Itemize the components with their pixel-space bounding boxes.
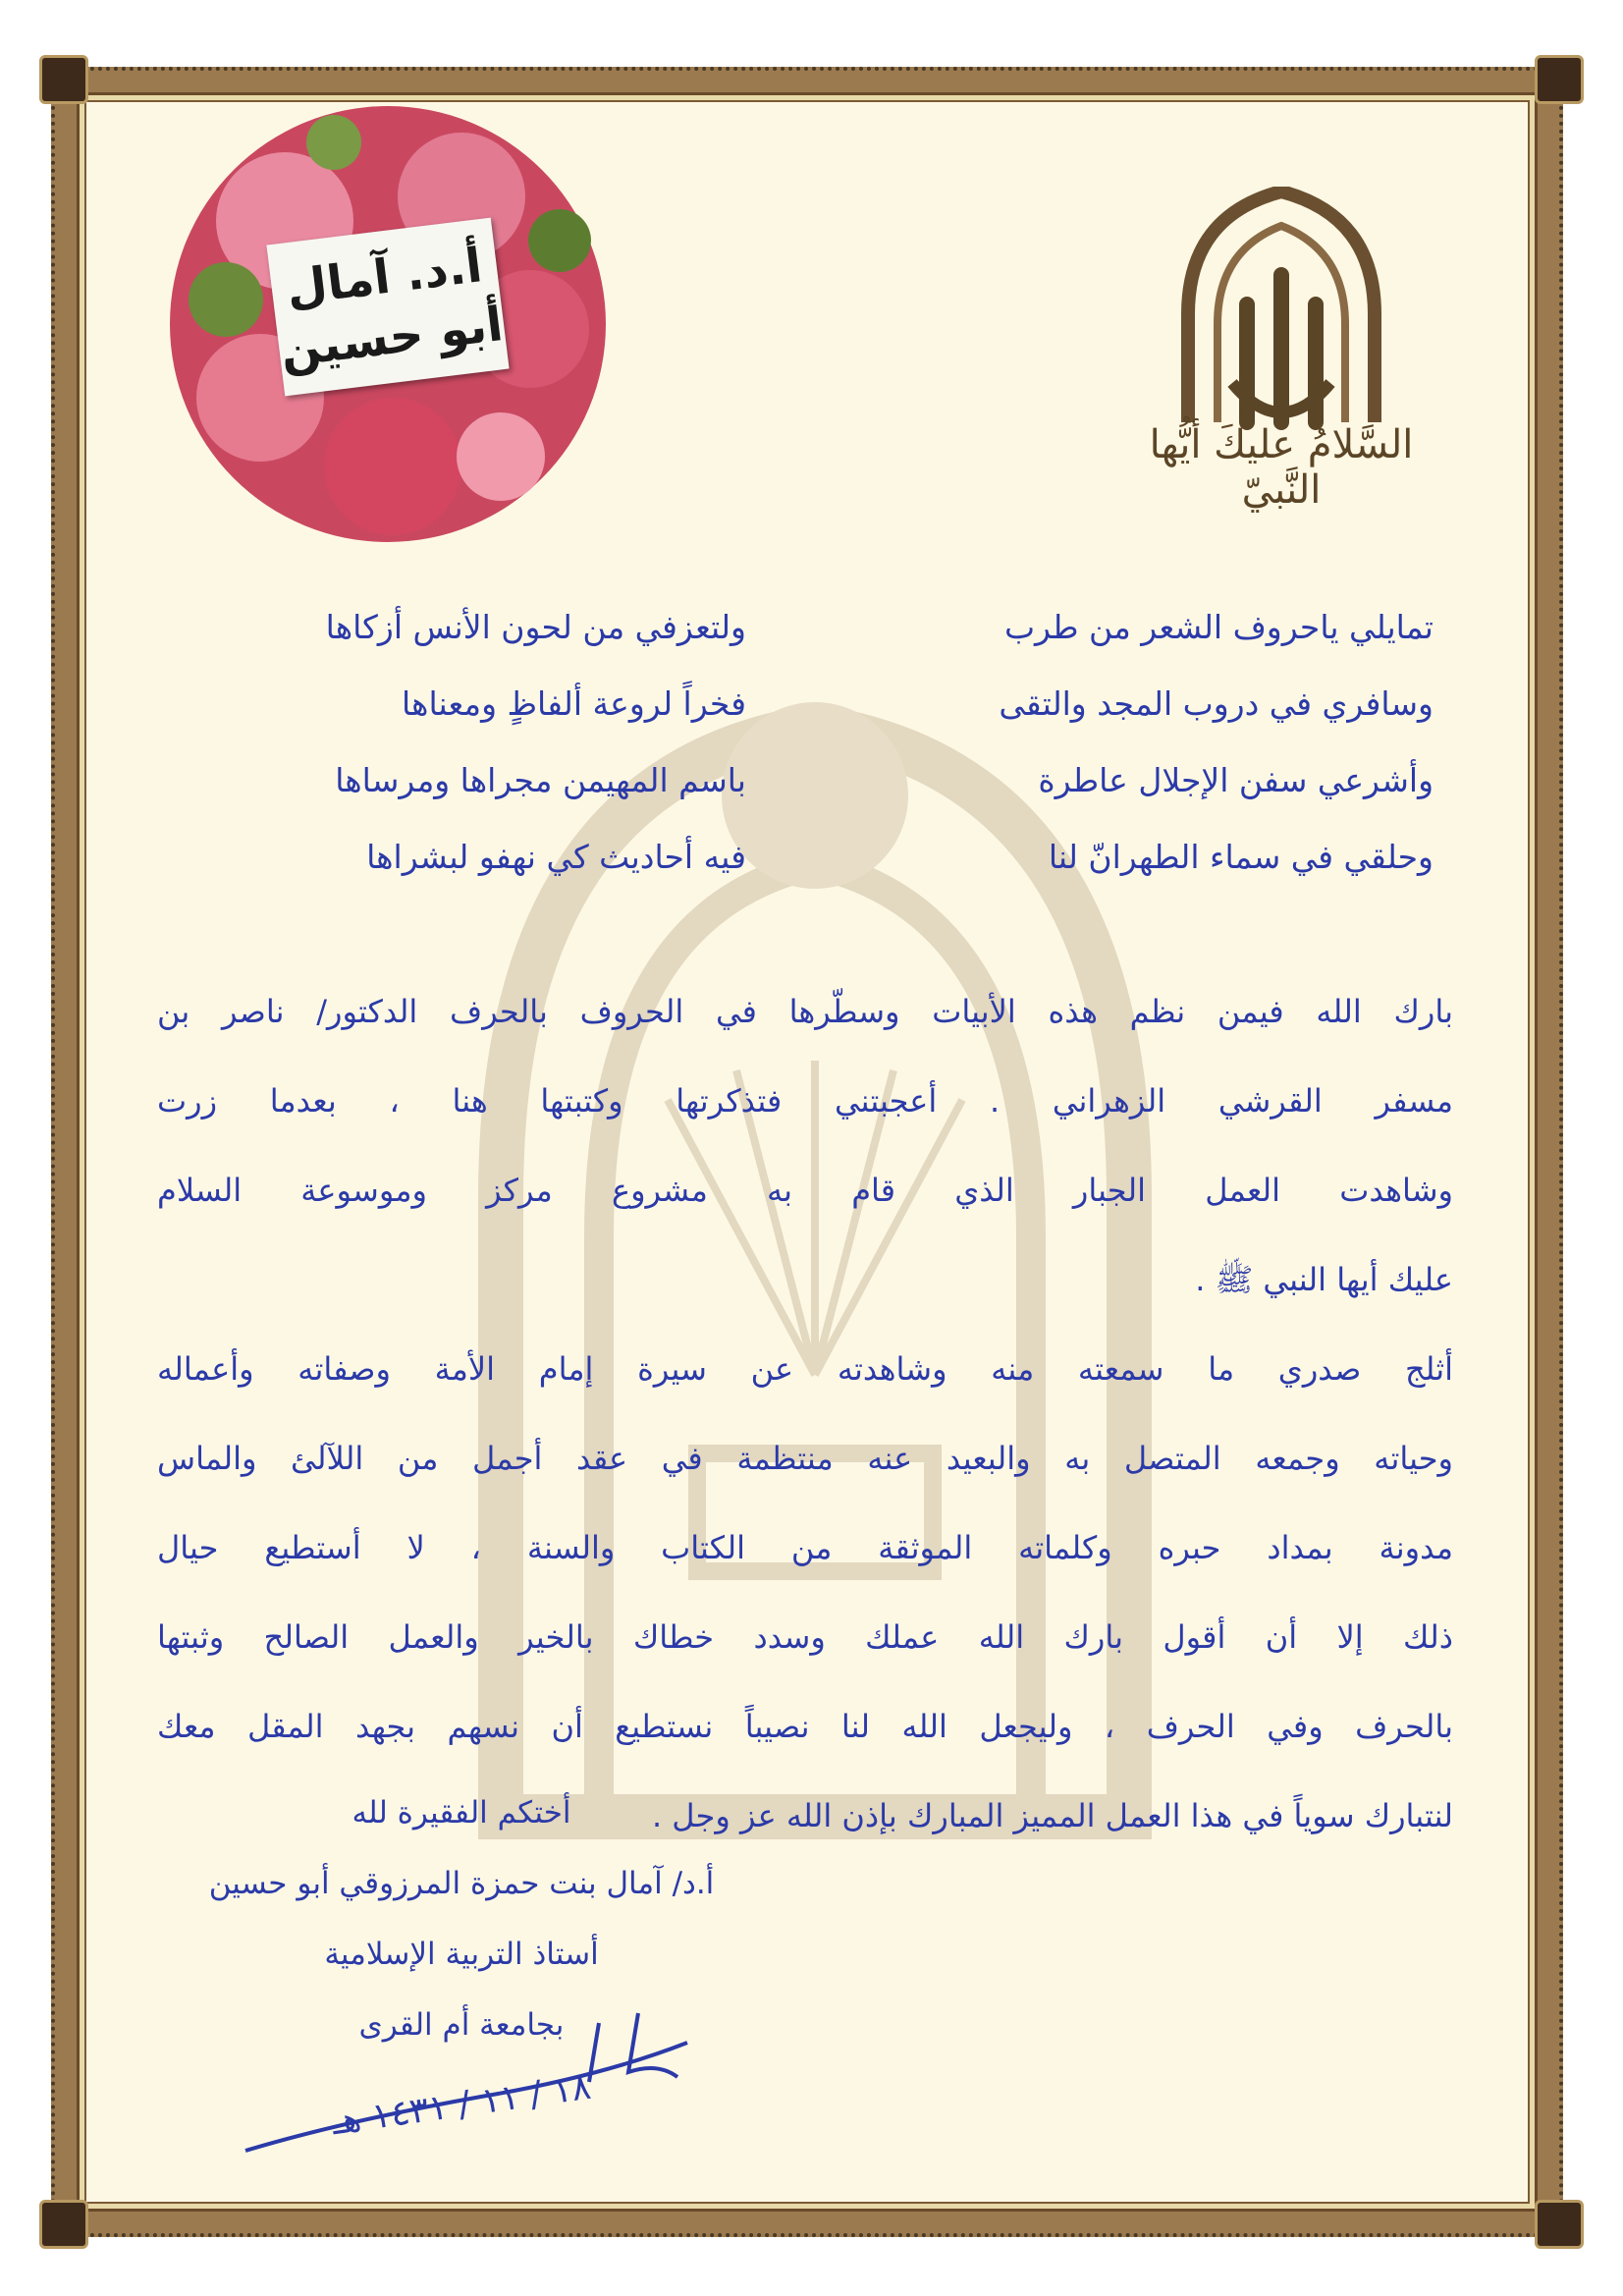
- poem-left-column: [177, 589, 746, 896]
- name-card-line: أبو حسين: [277, 296, 507, 378]
- handwritten-signature: [226, 2003, 717, 2170]
- poem-verse: وسافري في دروب المجد والتقى: [999, 684, 1434, 723]
- letter-line: لنتبارك سوياً في هذا العمل المميز المبارك بإذن الله عز وجل .: [651, 1797, 1453, 1834]
- letter-line: مسفر القرشي الزهراني . أعجبتني فتذكرتها وكتبتها هنا ، بعدما زرت: [157, 1082, 1453, 1120]
- poem-verse: ولتعزفي من لحون الأنس أزكاها: [325, 608, 746, 646]
- letter-line: بالحرف وفي الحرف ، وليجعل الله لنا نصيباً نستطيع أن نسهم بجهد المقل معك: [157, 1708, 1453, 1745]
- letter-date: ١٨ / ١١ / ١٤٣١ هـ: [329, 2066, 594, 2144]
- letter-line: عليك أيها النبي ﷺ .: [1195, 1261, 1453, 1298]
- name-card: [266, 218, 509, 397]
- letter-line: ذلك إلا أن أقول بارك الله عملك وسدد خطاك بالخير والعمل الصالح وثبتها: [157, 1618, 1453, 1656]
- letter-line: أثلج صدري ما سمعته منه وشاهدته عن سيرة إمام الأمة وصفاته وأعماله: [157, 1350, 1453, 1388]
- poem-verse: باسم المهيمن مجراها ومرساها: [335, 761, 746, 799]
- letter-line: وحياته وجمعه المتصل به والبعيد عنه منتظمة في عقد أجمل من اللآلئ والماس: [157, 1440, 1453, 1477]
- poem-verse: فخراً لروعة ألفاظٍ ومعناها: [402, 684, 746, 723]
- letter-line: وشاهدت العمل الجبار الذي قام به مشروع مركز وموسوعة السلام: [157, 1172, 1453, 1209]
- logo-caption: السَّلامُ عليكَ أيُّها النَّبيّ: [1149, 422, 1414, 513]
- poem-verse: تمايلي ياحروف الشعر من طرب: [1003, 608, 1434, 646]
- corner-ornament: [1535, 2200, 1584, 2249]
- signer-university: بجامعة أم القرى: [358, 2007, 565, 2043]
- corner-ornament: [1535, 55, 1584, 104]
- corner-ornament: [39, 2200, 88, 2249]
- closing-line: أختكم الفقيرة لله: [352, 1795, 571, 1831]
- signer-title: أستاذ التربية الإسلامية: [324, 1937, 599, 1972]
- name-card-line: أ.د. آمال: [283, 237, 485, 316]
- corner-ornament: [39, 55, 88, 104]
- signer-name: أ.د/ آمال بنت حمزة المرزوقي أبو حسين: [208, 1866, 715, 1901]
- letter-line: مدونة بمداد حبره وكلماته الموثقة من الكتاب والسنة ، لا أستطيع حيال: [157, 1529, 1453, 1566]
- poem-verse: وحلقي في سماء الطهرانّ لنا: [1048, 838, 1434, 876]
- poem-right-column: [884, 589, 1434, 896]
- letter-body: [157, 967, 1453, 1861]
- poem-verse: وأشرعي سفن الإجلال عاطرة: [1038, 761, 1434, 799]
- letter-line: بارك الله فيمن نظم هذه الأبيات وسطّرها في الحروف بالحرف الدكتور/ ناصر بن: [157, 993, 1453, 1030]
- poem-verse: فيه أحاديث كي نهفو لبشراها: [366, 838, 746, 876]
